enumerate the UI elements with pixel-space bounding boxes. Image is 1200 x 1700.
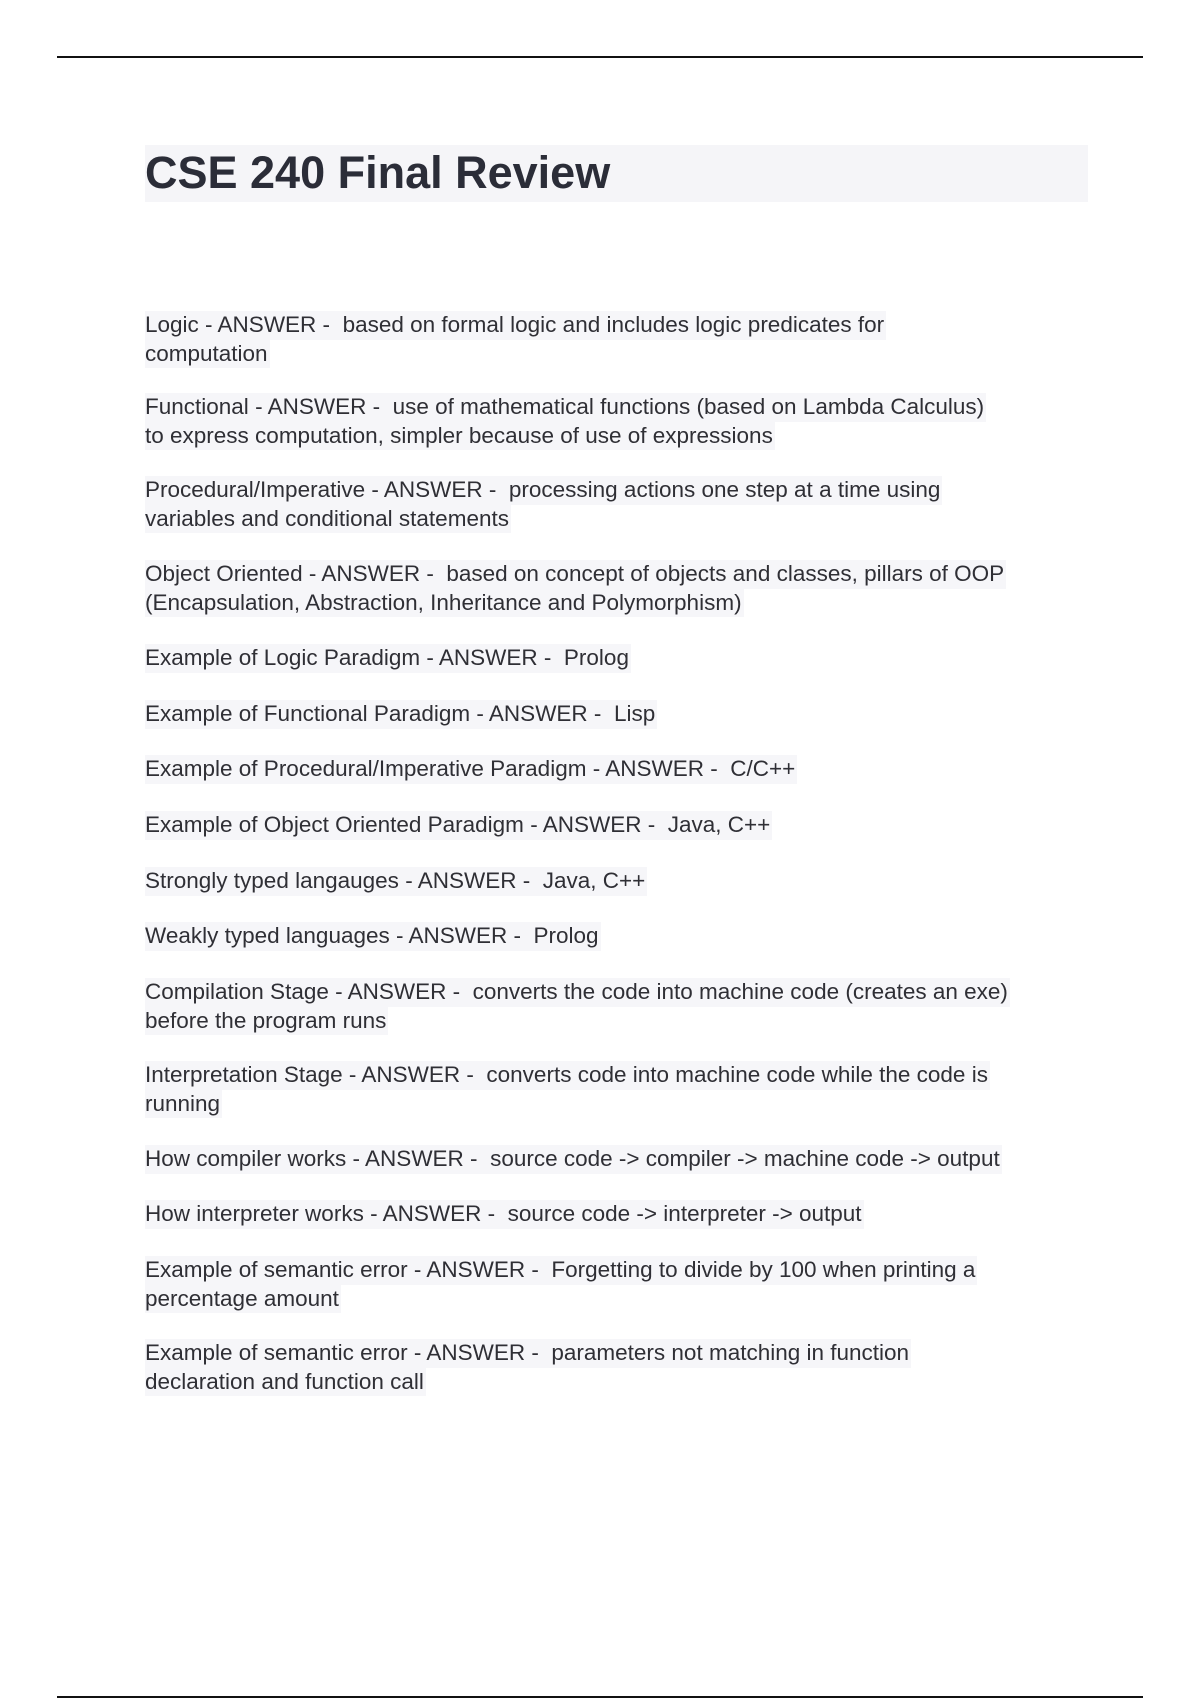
- qa-answer: Prolog: [533, 923, 599, 948]
- qa-first-line: [145, 644, 631, 673]
- qa-first-line: [145, 1145, 1002, 1174]
- qa-term: How compiler works: [145, 1146, 347, 1171]
- qa-first-line: [145, 867, 647, 896]
- qa-entry: [145, 644, 631, 673]
- answer-separator: - ANSWER -: [363, 1201, 508, 1226]
- answer-separator: - ANSWER -: [398, 868, 543, 893]
- qa-first-line: [145, 560, 1006, 589]
- qa-entry: [145, 755, 797, 784]
- qa-answer-continuation: percentage amount: [145, 1285, 341, 1314]
- qa-entry: [145, 978, 1010, 1035]
- qa-entry: [145, 1256, 977, 1313]
- answer-separator: - ANSWER -: [586, 756, 731, 781]
- qa-first-line: [145, 1061, 990, 1090]
- qa-term: Example of semantic error: [145, 1340, 408, 1365]
- qa-answer: based on formal logic and includes logic predicates for: [342, 312, 885, 337]
- qa-first-line: [145, 476, 942, 505]
- qa-term: Example of Logic Paradigm: [145, 645, 421, 670]
- qa-answer: converts the code into machine code (creates an exe): [472, 979, 1008, 1004]
- answer-separator: - ANSWER -: [389, 923, 534, 948]
- qa-first-line: [145, 700, 657, 729]
- qa-entry: [145, 700, 657, 729]
- answer-separator: - ANSWER -: [523, 812, 668, 837]
- qa-answer: processing actions one step at a time using: [508, 477, 941, 502]
- qa-answer-continuation: before the program runs: [145, 1007, 388, 1036]
- qa-term: Strongly typed langauges: [145, 868, 399, 893]
- qa-term: How interpreter works: [145, 1201, 364, 1226]
- qa-entry: [145, 393, 986, 450]
- qa-first-line: [145, 978, 1010, 1007]
- qa-entry: [145, 1339, 911, 1396]
- answer-separator: - ANSWER -: [328, 979, 473, 1004]
- qa-answer-continuation: to express computation, simpler because of use of expressions: [145, 422, 775, 451]
- qa-term: Example of Functional Paradigm: [145, 701, 471, 726]
- qa-answer: Forgetting to divide by 100 when printing a: [551, 1257, 976, 1282]
- qa-first-line: [145, 311, 886, 340]
- qa-first-line: [145, 755, 797, 784]
- qa-answer: source code -> interpreter -> output: [507, 1201, 862, 1226]
- qa-term: Example of Procedural/Imperative Paradigm: [145, 756, 587, 781]
- answer-separator: - ANSWER -: [420, 645, 564, 670]
- qa-entry: [145, 1061, 990, 1118]
- bottom-rule: [57, 1696, 1143, 1698]
- answer-separator: - ANSWER -: [346, 1146, 491, 1171]
- answer-separator: - ANSWER -: [407, 1340, 552, 1365]
- qa-answer-continuation: computation: [145, 340, 270, 369]
- qa-answer: Prolog: [563, 645, 629, 670]
- qa-first-line: [145, 922, 601, 951]
- qa-first-line: [145, 1256, 977, 1285]
- qa-answer: use of mathematical functions (based on Lambda Calculus): [392, 394, 985, 419]
- qa-answer-continuation: running: [145, 1090, 222, 1119]
- qa-term: Example of Object Oriented Paradigm: [145, 812, 524, 837]
- qa-answer: converts code into machine code while the code is: [486, 1062, 988, 1087]
- qa-answer: based on concept of objects and classes, pillars of OOP: [446, 561, 1005, 586]
- qa-term: Weakly typed languages: [145, 923, 390, 948]
- top-rule: [57, 56, 1143, 58]
- qa-entry: [145, 476, 942, 533]
- answer-separator: - ANSWER -: [365, 477, 509, 502]
- qa-first-line: [145, 1339, 911, 1368]
- qa-term: Interpretation Stage: [145, 1062, 343, 1087]
- qa-answer-continuation: (Encapsulation, Abstraction, Inheritance and Polymorphism): [145, 589, 744, 618]
- qa-answer-continuation: declaration and function call: [145, 1368, 426, 1397]
- qa-answer: Java, C++: [542, 868, 646, 893]
- qa-term: Object Oriented: [145, 561, 303, 586]
- qa-entry: [145, 560, 1006, 617]
- page-title: CSE 240 Final Review: [145, 147, 611, 198]
- qa-term: Functional: [145, 394, 249, 419]
- answer-separator: - ANSWER -: [248, 394, 393, 419]
- qa-answer: C/C++: [730, 756, 796, 781]
- qa-answer: Lisp: [613, 701, 656, 726]
- qa-answer: source code -> compiler -> machine code -> output: [490, 1146, 1000, 1171]
- qa-answer: Java, C++: [667, 812, 771, 837]
- qa-answer: parameters not matching in function: [551, 1340, 910, 1365]
- qa-term: Compilation Stage: [145, 979, 329, 1004]
- qa-entry: [145, 922, 601, 951]
- qa-first-line: [145, 811, 772, 840]
- qa-term: Example of semantic error: [145, 1257, 408, 1282]
- qa-term: Logic: [145, 312, 199, 337]
- qa-entry: [145, 811, 772, 840]
- qa-entry: [145, 1145, 1002, 1174]
- qa-first-line: [145, 1200, 864, 1229]
- answer-separator: - ANSWER -: [198, 312, 343, 337]
- qa-entry: [145, 867, 647, 896]
- qa-term: Procedural/Imperative: [145, 477, 366, 502]
- answer-separator: - ANSWER -: [342, 1062, 487, 1087]
- answer-separator: - ANSWER -: [407, 1257, 552, 1282]
- answer-separator: - ANSWER -: [302, 561, 447, 586]
- qa-answer-continuation: variables and conditional statements: [145, 505, 511, 534]
- qa-entry: [145, 311, 886, 368]
- answer-separator: - ANSWER -: [470, 701, 614, 726]
- qa-first-line: [145, 393, 986, 422]
- qa-entry: [145, 1200, 864, 1229]
